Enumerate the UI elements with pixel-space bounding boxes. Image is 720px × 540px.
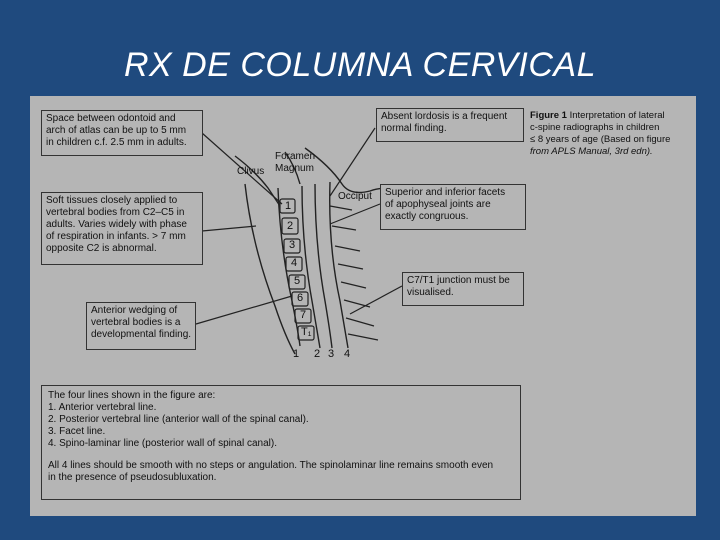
- vertebra-label: 3: [289, 239, 296, 251]
- figure-panel: [30, 96, 696, 516]
- pointer-wedging: [196, 296, 292, 324]
- c7t1-note-box: [402, 272, 524, 306]
- vertebra-label: 4: [291, 257, 298, 269]
- four-lines-item: 2. Posterior vertebral line (anterior wall of the spinal canal).: [48, 414, 309, 425]
- facets-note-line: Superior and inferior facets: [385, 187, 506, 198]
- odontoid-note-line: arch of atlas can be up to 5 mm: [46, 125, 187, 136]
- figure-caption-line: ≤ 8 years of age (Based on figure: [530, 134, 671, 145]
- clivus-outline: [235, 156, 280, 206]
- vertebra-label: 5: [294, 275, 301, 287]
- four-lines-note: All 4 lines should be smooth with no steps or angulation. The spinolaminar line remains smooth even: [48, 460, 494, 471]
- slide-title: RX DE COLUMNA CERVICAL: [124, 46, 596, 84]
- odontoid-note-line: in children c.f. 2.5 mm in adults.: [46, 137, 187, 148]
- magnum-label: Magnum: [275, 163, 314, 174]
- pointer-soft-tissue: [202, 226, 256, 231]
- line-number: 3: [328, 348, 335, 360]
- pointer-c7t1: [350, 286, 402, 314]
- vertebra-label: 6: [297, 292, 304, 304]
- soft-tissue-note-line: adults. Varies widely with phase: [46, 219, 187, 230]
- facets-note-line: exactly congruous.: [385, 211, 469, 222]
- soft-tissue-note-box: [41, 192, 203, 265]
- odontoid-note-line: Space between odontoid and: [46, 113, 176, 124]
- facets-note-box: [380, 184, 526, 230]
- four-lines-note: in the presence of pseudosubluxation.: [48, 472, 217, 483]
- wedging-note-box: [86, 302, 196, 350]
- four-lines-box: [41, 385, 521, 500]
- lordosis-note-line: normal finding.: [381, 123, 447, 134]
- soft-tissue-note-line: of respiration in infants. > 7 mm: [46, 231, 186, 242]
- lordosis-note-box: [376, 108, 524, 142]
- figure-caption-line: c-spine radiographs in children: [530, 122, 660, 133]
- four-lines-item: 3. Facet line.: [48, 426, 106, 437]
- clivus-label: Clivus: [237, 166, 265, 177]
- four-lines-item: 1. Anterior vertebral line.: [48, 402, 157, 413]
- vertebra-label: 7: [300, 309, 307, 321]
- soft-tissue-note-line: Soft tissues closely applied to: [46, 195, 178, 206]
- vertebra-label: 2: [287, 220, 294, 232]
- vertebra-label: 1: [285, 200, 292, 212]
- spacer: [48, 450, 514, 460]
- line-number: 4: [344, 348, 351, 360]
- figure-label: Figure 1: [530, 110, 567, 121]
- four-lines-item: 4. Spino-laminar line (posterior wall of spinal canal).: [48, 438, 277, 449]
- spinous-processes: [330, 206, 378, 340]
- line-number: 1: [293, 348, 300, 360]
- figure-caption-line: from APLS Manual, 3rd edn).: [530, 146, 653, 157]
- figure-caption-line: Interpretation of lateral: [569, 110, 665, 121]
- soft-tissue-note-line: vertebral bodies from C2–C5 in: [46, 207, 185, 218]
- wedging-note-line: Anterior wedging of: [91, 305, 178, 316]
- facets-note-line: of apophyseal joints are: [385, 199, 491, 210]
- vertebral-line-2: [302, 186, 320, 348]
- lordosis-note-line: Absent lordosis is a frequent: [381, 111, 508, 122]
- soft-tissue-note-line: opposite C2 is abnormal.: [46, 243, 157, 254]
- odontoid-note-box: [41, 110, 203, 156]
- four-lines-intro: The four lines shown in the figure are:: [48, 390, 216, 401]
- wedging-note-line: developmental finding.: [91, 329, 192, 340]
- foramen-label: Foramen: [275, 151, 316, 162]
- wedging-note-line: vertebral bodies is a: [91, 317, 181, 328]
- line-number: 2: [314, 348, 321, 360]
- pointer-lordosis: [330, 128, 375, 196]
- c7t1-note-line: C7/T1 junction must be: [407, 275, 510, 286]
- vertebra-label: T₁: [301, 326, 312, 338]
- occiput-label: Occiput: [338, 191, 372, 202]
- c7t1-note-line: visualised.: [407, 287, 454, 298]
- figure-caption: [530, 110, 700, 158]
